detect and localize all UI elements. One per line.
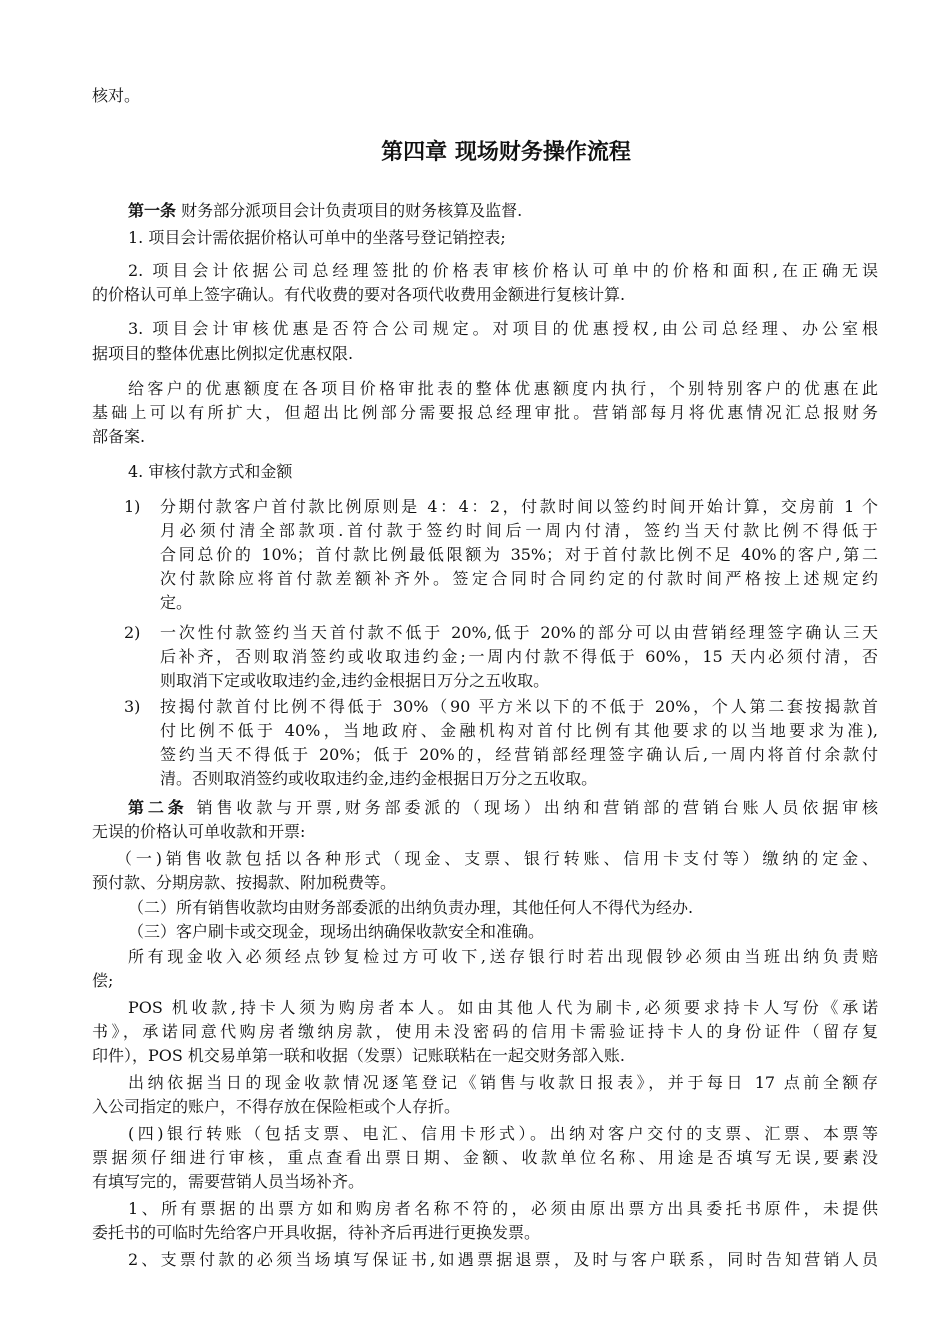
section-3: （三）客户刷卡或交现金，现场出纳确保收款安全和准确。 — [128, 922, 545, 941]
bank-transfer-line-1: (四)银行转账（包括支票、电汇、信用卡形式）。出纳对客户交付的支票、汇票、本票等 — [128, 1124, 878, 1143]
article-1-point-2-line-1: 2. 项目会计依据公司总经理签批的价格表审核价格认可单中的价格和面积,在正确无误 — [128, 261, 878, 280]
list-item-line: 则取消下定或收取违约金,违约金根据日万分之五收取。 — [160, 671, 550, 690]
chapter-title: 第四章 现场财务操作流程 — [381, 140, 631, 165]
bank-transfer-line-2: 票据须仔细进行审核，重点查看出票日期、金额、收款单位名称、用途是否填写无误,要素没 — [92, 1148, 878, 1167]
article-1-point-3-line-1: 3. 项目会计审核优惠是否符合公司规定。对项目的优惠授权,由公司总经理、办公室根 — [128, 319, 878, 338]
section-1-line-1: （一)销售收款包括以各种形式（现金、支票、银行转账、信用卡支付等）缴纳的定金、 — [116, 849, 878, 868]
list-item-line: 付比例不低于 40%，当地政府、金融机构对首付比例有其他要求的以当地要求为准), — [160, 721, 878, 740]
article-1-label: 第一条 — [128, 201, 177, 220]
article-2-text-line-2: 无误的价格认可单收款和开票: — [92, 822, 306, 841]
article-2-label: 第二条 — [128, 798, 188, 817]
list-item-line: 月必须付清全部款项.首付款于签约时间后一周内付清，签约当天付款比例不得低于 — [160, 521, 878, 540]
pos-para-line-3: 印件），POS 机交易单第一联和收据（发票）记账联粘在一起交财务部入账. — [92, 1046, 626, 1065]
article-1-heading — [128, 199, 878, 223]
cash-check-line-2: 偿; — [92, 971, 114, 990]
section-1-line-2: 预付款、分期房款、按揭款、附加税费等。 — [92, 873, 397, 892]
bank-transfer-line-3: 有填写完的，需要营销人员当场补齐。 — [92, 1172, 365, 1191]
rule-1-line-2: 委托书的可临时先给客户开具收据，待补齐后再进行更换发票。 — [92, 1223, 541, 1242]
cash-deposit-line-2: 入公司指定的账户，不得存放在保险柜或个人存折。 — [92, 1097, 461, 1116]
article-1-point-3-line-2: 据项目的整体优惠比例拟定优惠权限. — [92, 344, 354, 363]
list-item-line: 定。 — [160, 593, 193, 612]
article-1-point-1: 1. 项目会计需依据价格认可单中的坐落号登记销控表; — [128, 228, 506, 247]
cash-check-line-1: 所有现金收入必须经点钞复检过方可收下,送存银行时若出现假钞必须由当班出纳负责赔 — [128, 947, 878, 966]
list-item-line: 次付款除应将首付款差额补齐外。签定合同时合同约定的付款时间严格按上述规定约 — [160, 569, 878, 588]
section-2: （二）所有销售收款均由财务部委派的出纳负责办理，其他任何人不得代为经办. — [128, 898, 694, 917]
list-item-number: 1) — [124, 497, 141, 516]
list-item-number: 3) — [124, 697, 141, 716]
list-item-line: 分期付款客户首付款比例原则是 4：4：2，付款时间以签约时间开始计算，交房前 1 个 — [160, 497, 878, 516]
discount-para-line-3: 部备案. — [92, 427, 146, 446]
intro-text: 核对。 — [92, 86, 141, 105]
discount-para-line-1: 给客户的优惠额度在各项目价格审批表的整体优惠额度内执行，个别特别客户的优惠在此 — [128, 379, 878, 398]
list-item-line: 签约当天不得低于 20%；低于 20%的，经营销部经理签字确认后,一周内将首付余款付 — [160, 745, 878, 764]
list-item-line: 清。否则取消签约或收取违约金,违约金根据日万分之五收取。 — [160, 769, 598, 788]
list-item-line: 合同总价的 10%；首付款比例最低限额为 35%；对于首付款比例不足 40%的客户,第二 — [160, 545, 878, 564]
list-item-line: 按揭付款首付比例不得低于 30%（90 平方米以下的不低于 20%，个人第二套按揭款首 — [160, 697, 878, 716]
discount-para-line-2: 基础上可以有所扩大，但超出比例部分需要报总经理审批。营销部每月将优惠情况汇总报财务 — [92, 403, 878, 422]
rule-2-line-1: 2、支票付款的必须当场填写保证书,如遇票据退票，及时与客户联系，同时告知营销人员 — [128, 1250, 878, 1269]
list-item-line: 后补齐，否则取消签约或收取违约金;一周内付款不得低于 60%，15 天内必须付清，否 — [160, 647, 878, 666]
article-1-text: 财务部分派项目会计负责项目的财务核算及监督. — [176, 201, 523, 220]
pos-para-line-2: 书》，承诺同意代购房者缴纳房款，使用未没密码的信用卡需验证持卡人的身份证件（留存复 — [92, 1022, 878, 1041]
list-item-line: 一次性付款签约当天首付款不低于 20%,低于 20%的部分可以由营销经理签字确认三天 — [160, 623, 878, 642]
article-1-point-2-line-2: 的价格认可单上签字确认。有代收费的要对各项代收费用金额进行复核计算. — [92, 285, 626, 304]
cash-deposit-line-1: 出纳依据当日的现金收款情况逐笔登记《销售与收款日报表》，并于每日 17 点前全额存 — [128, 1073, 878, 1092]
article-2-text: 销售收款与开票,财务部委派的（现场）出纳和营销部的营销台账人员依据审核 — [187, 798, 878, 817]
pos-para-line-1: POS 机收款,持卡人须为购房者本人。如由其他人代为刷卡,必须要求持卡人写份《承诺 — [128, 998, 878, 1017]
rule-1-line-1: 1、所有票据的出票方如和购房者名称不符的，必须由原出票方出具委托书原件，未提供 — [128, 1199, 878, 1218]
article-2-heading — [128, 796, 878, 820]
list-item-number: 2) — [124, 623, 141, 642]
article-1-point-4: 4. 审核付款方式和金额 — [128, 462, 293, 481]
